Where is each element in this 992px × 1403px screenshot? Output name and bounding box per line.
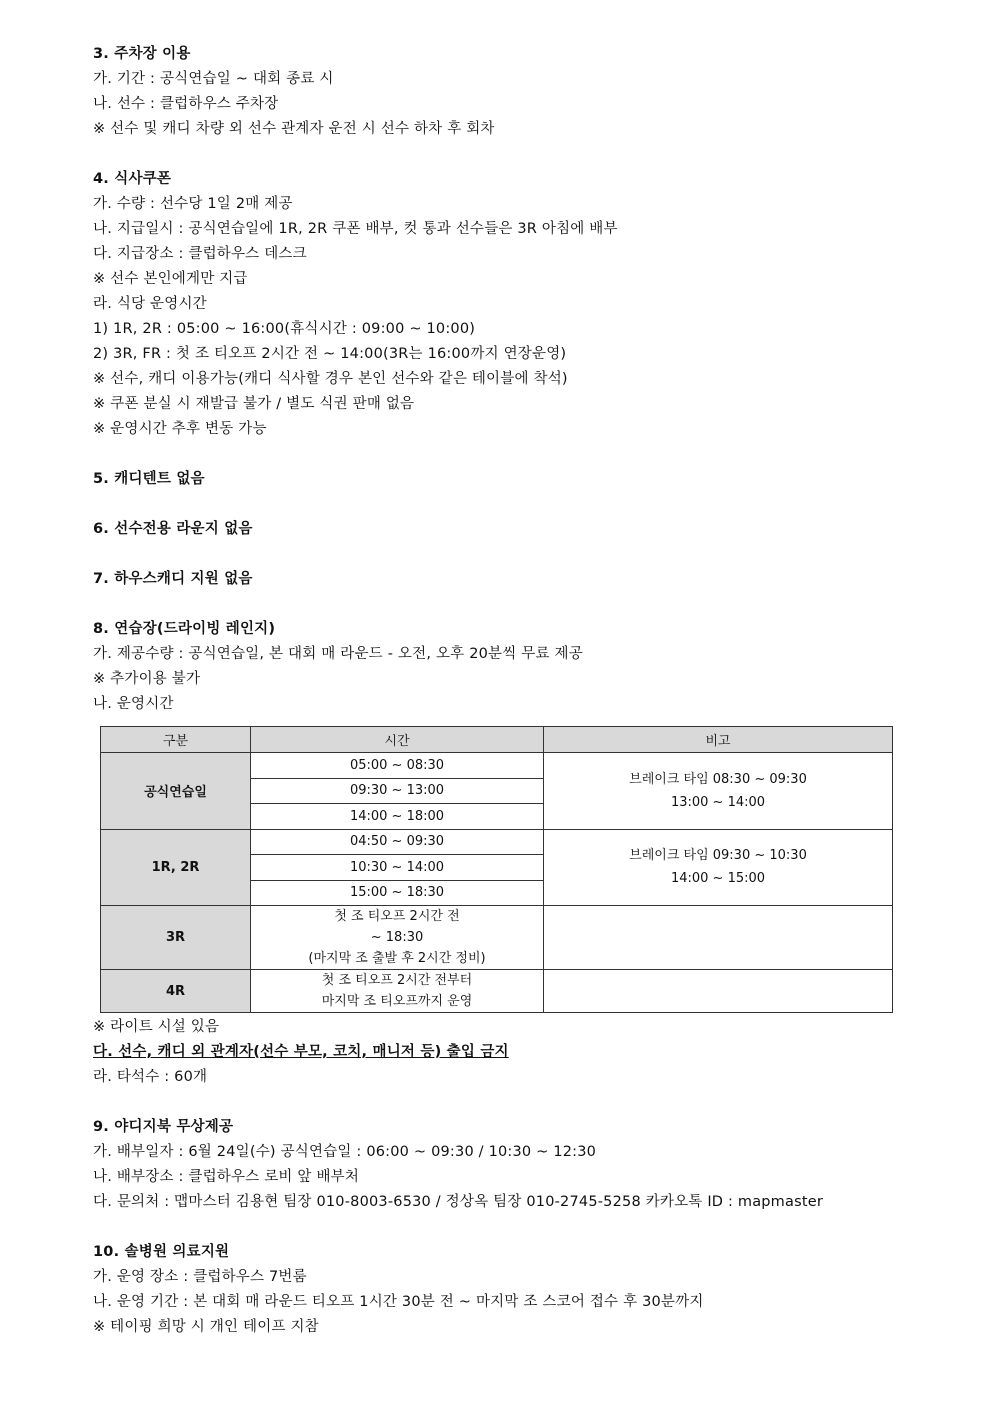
section-8-line: 나. 운영시간 — [93, 696, 174, 712]
time-cell: 10:30 ~ 14:00 — [251, 855, 544, 881]
table-row — [101, 753, 893, 779]
time-cell: 09:30 ~ 13:00 — [251, 778, 544, 804]
section-10-line: 가. 운영 장소 : 클럽하우스 7번룸 — [93, 1269, 307, 1285]
section-4-heading: 4. 식사쿠폰 — [93, 171, 172, 187]
note-line: 14:00 ~ 15:00 — [670, 871, 766, 887]
column-header-note: 비고 — [544, 727, 893, 753]
section-8-line: 가. 제공수량 : 공식연습일, 본 대회 매 라운드 - 오전, 오후 20분씩 무료 제공 — [93, 646, 583, 662]
note-cell — [544, 753, 893, 830]
table-header-row — [101, 727, 893, 753]
range-schedule-table — [100, 726, 893, 1013]
row-label-r3: 3R — [101, 906, 251, 970]
table-row — [101, 970, 893, 1013]
section-4-line: ※ 선수, 캐디 이용가능(캐디 식사할 경우 본인 선수와 같은 테이블에 착석) — [93, 371, 568, 387]
section-10-heading: 10. 솔병원 의료지원 — [93, 1244, 230, 1260]
note-cell — [544, 829, 893, 906]
section-7-heading: 7. 하우스캐디 지원 없음 — [93, 571, 253, 587]
section-4-line: 다. 지급장소 : 클럽하우스 데스크 — [93, 246, 307, 262]
section-4-line: ※ 쿠폰 분실 시 재발급 불가 / 별도 식권 판매 없음 — [93, 396, 415, 412]
section-8-restriction: 다. 선수, 캐디 외 관계자(선수 부모, 코치, 매니저 등) 출입 금지 — [93, 1044, 509, 1060]
time-cell: 15:00 ~ 18:30 — [251, 880, 544, 906]
time-line: 첫 조 티오프 2시간 전부터 — [321, 973, 473, 988]
section-9-line: 다. 문의처 : 맵마스터 김용현 팀장 010-8003-6530 / 정상옥 팀장 010-2745-5258 카카오톡 ID : mapmaster — [93, 1194, 824, 1210]
column-header-time: 시간 — [251, 727, 544, 753]
section-4-line: ※ 선수 본인에게만 지급 — [93, 271, 248, 287]
note-line: 브레이크 타임 09:30 ~ 10:30 — [629, 848, 807, 864]
table-row — [101, 906, 893, 970]
section-3-line: 나. 선수 : 클럽하우스 주차장 — [93, 96, 279, 112]
document-page — [93, 42, 898, 1340]
time-line: 마지막 조 티오프까지 운영 — [321, 994, 473, 1009]
time-line: (마지막 조 출발 후 2시간 정비) — [308, 951, 486, 966]
note-line: 13:00 ~ 14:00 — [670, 794, 766, 810]
section-10-line: ※ 테이핑 희망 시 개인 테이프 지참 — [93, 1319, 319, 1335]
time-cell: 05:00 ~ 08:30 — [251, 753, 544, 779]
time-cell — [251, 906, 544, 970]
table-row — [101, 829, 893, 855]
time-cell: 14:00 ~ 18:00 — [251, 804, 544, 830]
section-4-line: 1) 1R, 2R : 05:00 ~ 16:00(휴식시간 : 09:00 ~ 10:00) — [93, 321, 476, 337]
section-8-line: 라. 타석수 : 60개 — [93, 1069, 208, 1085]
column-header-category: 구분 — [101, 727, 251, 753]
row-label-r4: 4R — [101, 970, 251, 1013]
note-cell — [544, 906, 893, 970]
section-6-heading: 6. 선수전용 라운지 없음 — [93, 521, 253, 537]
note-cell — [544, 970, 893, 1013]
time-line: ~ 18:30 — [370, 930, 424, 945]
row-label-practice: 공식연습일 — [101, 753, 251, 830]
time-line: 첫 조 티오프 2시간 전 — [334, 909, 460, 924]
section-4-line: 나. 지급일시 : 공식연습일에 1R, 2R 쿠폰 배부, 컷 통과 선수들은 3R 아침에 배부 — [93, 221, 618, 237]
section-3-line: ※ 선수 및 캐디 차량 외 선수 관계자 운전 시 선수 하차 후 회차 — [93, 121, 495, 137]
note-line: 브레이크 타임 08:30 ~ 09:30 — [629, 771, 807, 787]
row-label-r12: 1R, 2R — [101, 829, 251, 906]
section-4-line: 2) 3R, FR : 첫 조 티오프 2시간 전 ~ 14:00(3R는 16:00까지 연장운영) — [93, 346, 567, 362]
section-9-heading: 9. 야디지북 무상제공 — [93, 1119, 234, 1135]
section-8-line: ※ 라이트 시설 있음 — [93, 1019, 220, 1035]
time-cell — [251, 970, 544, 1013]
section-5-heading: 5. 캐디텐트 없음 — [93, 471, 205, 487]
section-8-heading: 8. 연습장(드라이빙 레인지) — [93, 621, 276, 637]
time-cell: 04:50 ~ 09:30 — [251, 829, 544, 855]
section-3-heading: 3. 주차장 이용 — [93, 46, 191, 62]
section-4-line: ※ 운영시간 추후 변동 가능 — [93, 421, 267, 437]
section-9-line: 가. 배부일자 : 6월 24일(수) 공식연습일 : 06:00 ~ 09:30 / 10:30 ~ 12:30 — [93, 1144, 597, 1160]
section-9-line: 나. 배부장소 : 클럽하우스 로비 앞 배부처 — [93, 1169, 360, 1185]
section-4-line: 가. 수량 : 선수당 1일 2매 제공 — [93, 196, 293, 212]
section-4-line: 라. 식당 운영시간 — [93, 296, 207, 312]
section-10-line: 나. 운영 기간 : 본 대회 매 라운드 티오프 1시간 30분 전 ~ 마지막 조 스코어 접수 후 30분까지 — [93, 1294, 704, 1310]
section-8-line: ※ 추가이용 불가 — [93, 671, 201, 687]
section-3-line: 가. 기간 : 공식연습일 ~ 대회 종료 시 — [93, 71, 334, 87]
